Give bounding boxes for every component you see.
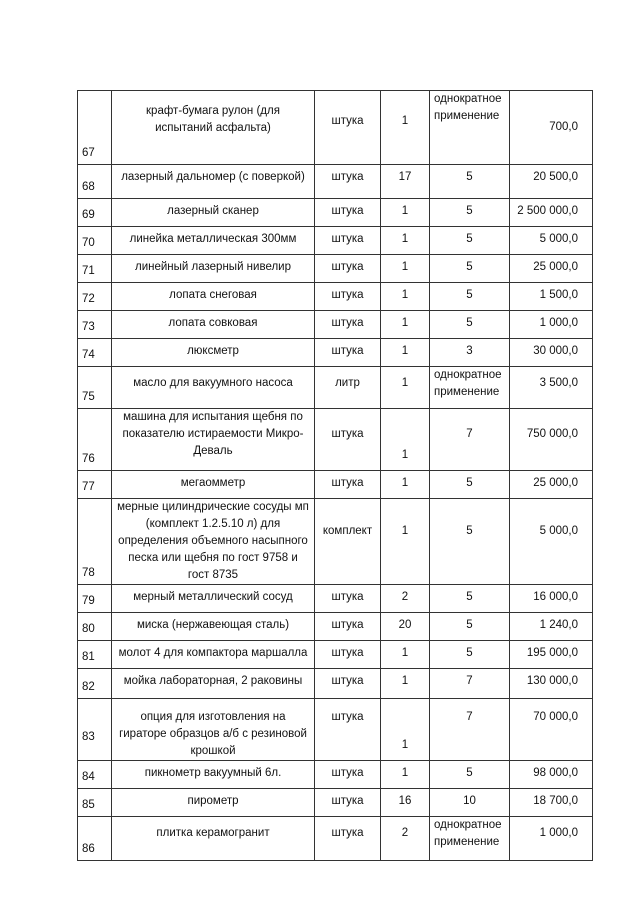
term-cell: 7: [430, 409, 510, 471]
qty-cell: 1: [381, 699, 430, 761]
price-cell: 5 000,0: [510, 499, 593, 585]
item-name: мерные цилиндрические сосуды мп (комплект 1.2.5.10 л) для определения объемного насыпного песка или щебня по гост 9758 и гост 8735: [112, 499, 315, 585]
row-number: 78: [78, 499, 112, 585]
item-name: лазерный сканер: [112, 199, 315, 227]
term-cell: 3: [430, 339, 510, 367]
table-row: [78, 255, 593, 283]
qty-cell: 1: [381, 641, 430, 669]
term-cell: 5: [430, 641, 510, 669]
item-name: лопата снеговая: [112, 283, 315, 311]
item-name: пикнометр вакуумный 6л.: [112, 761, 315, 789]
price-cell: 1 240,0: [510, 613, 593, 641]
term-cell: 5: [430, 471, 510, 499]
row-number: 77: [78, 471, 112, 499]
item-name: плитка керамогранит: [112, 817, 315, 861]
item-name: пирометр: [112, 789, 315, 817]
item-name: люксметр: [112, 339, 315, 367]
price-cell: 2 500 000,0: [510, 199, 593, 227]
table-row: [78, 641, 593, 669]
item-name: миска (нержавеющая сталь): [112, 613, 315, 641]
unit-cell: штука: [315, 817, 381, 861]
unit-cell: штука: [315, 339, 381, 367]
term-cell: 5: [430, 585, 510, 613]
qty-cell: 2: [381, 585, 430, 613]
table-row: [78, 367, 593, 409]
table-row: [78, 499, 593, 585]
price-cell: 1 000,0: [510, 311, 593, 339]
term-cell: 5: [430, 165, 510, 199]
price-cell: 750 000,0: [510, 409, 593, 471]
item-name: лопата совковая: [112, 311, 315, 339]
unit-cell: штука: [315, 227, 381, 255]
item-name: крафт-бумага рулон (для испытаний асфальта): [112, 91, 315, 165]
term-cell: однократное применение: [430, 91, 510, 165]
qty-cell: 1: [381, 669, 430, 699]
unit-cell: штука: [315, 409, 381, 471]
row-number: 67: [78, 91, 112, 165]
row-number: 69: [78, 199, 112, 227]
unit-cell: штука: [315, 471, 381, 499]
unit-cell: штука: [315, 641, 381, 669]
term-cell: 5: [430, 255, 510, 283]
price-cell: 700,0: [510, 91, 593, 165]
row-number: 75: [78, 367, 112, 409]
term-cell: 5: [430, 761, 510, 789]
row-number: 82: [78, 669, 112, 699]
term-cell: 7: [430, 669, 510, 699]
table-row: [78, 471, 593, 499]
table-row: [78, 283, 593, 311]
table-row: [78, 227, 593, 255]
row-number: 86: [78, 817, 112, 861]
row-number: 71: [78, 255, 112, 283]
row-number: 81: [78, 641, 112, 669]
unit-cell: штука: [315, 585, 381, 613]
price-cell: 70 000,0: [510, 699, 593, 761]
unit-cell: комплект: [315, 499, 381, 585]
price-cell: 16 000,0: [510, 585, 593, 613]
table-row: [78, 199, 593, 227]
term-cell: 5: [430, 199, 510, 227]
unit-cell: штука: [315, 311, 381, 339]
qty-cell: 1: [381, 283, 430, 311]
row-number: 79: [78, 585, 112, 613]
price-cell: 1 500,0: [510, 283, 593, 311]
unit-cell: литр: [315, 367, 381, 409]
item-name: мерный металлический сосуд: [112, 585, 315, 613]
table-row: [78, 699, 593, 761]
unit-cell: штука: [315, 165, 381, 199]
qty-cell: 1: [381, 499, 430, 585]
price-cell: 30 000,0: [510, 339, 593, 367]
unit-cell: штука: [315, 255, 381, 283]
item-name: мегаомметр: [112, 471, 315, 499]
unit-cell: штука: [315, 613, 381, 641]
term-cell: 10: [430, 789, 510, 817]
row-number: 84: [78, 761, 112, 789]
price-cell: 195 000,0: [510, 641, 593, 669]
price-cell: 20 500,0: [510, 165, 593, 199]
table-row: [78, 585, 593, 613]
unit-cell: штука: [315, 669, 381, 699]
term-cell: однократное применение: [430, 817, 510, 861]
price-cell: 25 000,0: [510, 471, 593, 499]
qty-cell: 1: [381, 367, 430, 409]
price-cell: 25 000,0: [510, 255, 593, 283]
qty-cell: 1: [381, 761, 430, 789]
item-name: лазерный дальномер (с поверкой): [112, 165, 315, 199]
table-row: [78, 817, 593, 861]
row-number: 72: [78, 283, 112, 311]
unit-cell: штука: [315, 789, 381, 817]
unit-cell: штука: [315, 283, 381, 311]
qty-cell: 2: [381, 817, 430, 861]
unit-cell: штука: [315, 199, 381, 227]
qty-cell: 16: [381, 789, 430, 817]
row-number: 73: [78, 311, 112, 339]
term-cell: 5: [430, 283, 510, 311]
row-number: 76: [78, 409, 112, 471]
price-cell: 18 700,0: [510, 789, 593, 817]
qty-cell: 1: [381, 311, 430, 339]
item-name: мойка лабораторная, 2 раковины: [112, 669, 315, 699]
price-cell: 3 500,0: [510, 367, 593, 409]
term-cell: 5: [430, 613, 510, 641]
row-number: 80: [78, 613, 112, 641]
item-name: молот 4 для компактора маршалла: [112, 641, 315, 669]
term-cell: 7: [430, 699, 510, 761]
qty-cell: 1: [381, 91, 430, 165]
table-row: [78, 339, 593, 367]
table-row: [78, 789, 593, 817]
term-cell: 5: [430, 227, 510, 255]
item-name: линейный лазерный нивелир: [112, 255, 315, 283]
equipment-table: [77, 90, 593, 861]
price-cell: 130 000,0: [510, 669, 593, 699]
table-row: [78, 91, 593, 165]
table-row: [78, 613, 593, 641]
table-row: [78, 311, 593, 339]
price-cell: 5 000,0: [510, 227, 593, 255]
qty-cell: 1: [381, 227, 430, 255]
item-name: линейка металлическая 300мм: [112, 227, 315, 255]
term-cell: однократное применение: [430, 367, 510, 409]
term-cell: 5: [430, 311, 510, 339]
item-name: опция для изготовления на гираторе образцов а/б с резиновой крошкой: [112, 699, 315, 761]
qty-cell: 1: [381, 471, 430, 499]
qty-cell: 1: [381, 409, 430, 471]
table-row: [78, 669, 593, 699]
qty-cell: 20: [381, 613, 430, 641]
price-cell: 98 000,0: [510, 761, 593, 789]
unit-cell: штука: [315, 91, 381, 165]
qty-cell: 1: [381, 339, 430, 367]
row-number: 70: [78, 227, 112, 255]
row-number: 74: [78, 339, 112, 367]
item-name: машина для испытания щебня по показателю истираемости Микро-Деваль: [112, 409, 315, 471]
table-row: [78, 409, 593, 471]
row-number: 83: [78, 699, 112, 761]
row-number: 85: [78, 789, 112, 817]
price-cell: 1 000,0: [510, 817, 593, 861]
table-row: [78, 761, 593, 789]
row-number: 68: [78, 165, 112, 199]
term-cell: 5: [430, 499, 510, 585]
unit-cell: штука: [315, 699, 381, 761]
unit-cell: штука: [315, 761, 381, 789]
item-name: масло для вакуумного насоса: [112, 367, 315, 409]
qty-cell: 1: [381, 255, 430, 283]
qty-cell: 17: [381, 165, 430, 199]
table-row: [78, 165, 593, 199]
qty-cell: 1: [381, 199, 430, 227]
